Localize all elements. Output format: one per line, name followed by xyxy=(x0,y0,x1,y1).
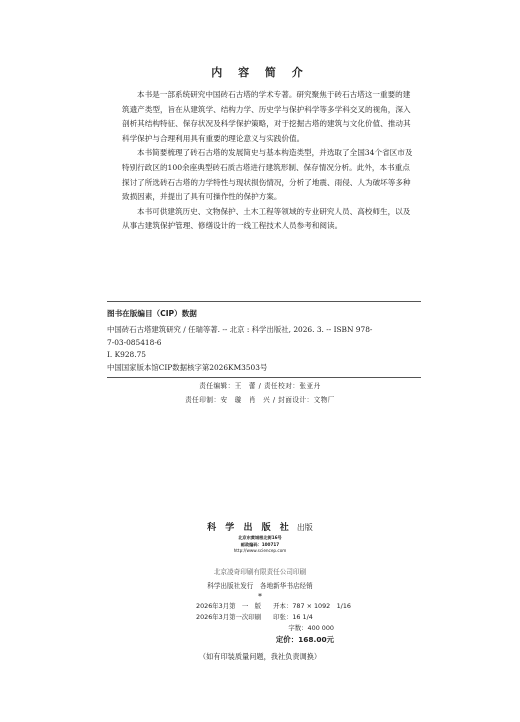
distribution-line: 科学出版社发行 各地新华书店经销 xyxy=(207,582,313,590)
page-heading: 内 容 简 介 xyxy=(211,66,309,79)
summary-paragraph-3 xyxy=(107,205,421,234)
publisher-suffix: 出版 xyxy=(296,523,313,532)
publisher-block xyxy=(0,515,520,553)
production-credits: 责任印制：安 璇 肖 兴 / 封面设计：文物厂 xyxy=(185,396,335,404)
impression-text: 2026年3月第一次印刷 xyxy=(196,613,262,621)
separator-bullet: * xyxy=(258,592,262,601)
cip-data xyxy=(107,324,421,374)
summary-line: 致损因素，并提出了具有可操作性的保护方案。 xyxy=(122,192,282,202)
publisher-url: http://www.sciencep.com xyxy=(233,548,287,553)
summary-line: 科学保护与合理利用具有重要的理论意义与实践价值。 xyxy=(122,133,305,143)
summary-line: 剖析其结构特征、保存状况及科学保护策略，对于挖掘古塔的建筑与文化价值、推动其 xyxy=(122,119,411,129)
edition-row xyxy=(196,601,376,612)
edition-specs xyxy=(196,601,376,645)
publisher-logo: 科 学 出 版 社 xyxy=(207,523,292,533)
word-count: 字数：400 000 xyxy=(288,624,334,632)
price: 定价：168.00元 xyxy=(275,635,334,644)
summary-line: 筑遗产类型，旨在从建筑学、结构力学、历史学与保护科学等多学科交叉的视角，深入 xyxy=(122,104,411,114)
content-summary xyxy=(107,88,421,234)
publisher-postcode: 邮政编码：100717 xyxy=(240,542,280,547)
summary-paragraph-2 xyxy=(107,146,421,204)
summary-line: 本书可供建筑历史、文物保护、土木工程等领域的专业研究人员、高校师生，以及 xyxy=(137,206,411,216)
summary-line: 探讨了所选砖石古塔的力学特性与现状损伤情况，分析了地震、雨侵、人为破坏等多种 xyxy=(122,177,411,187)
quality-note: （如有印装质量问题，我社负责调换） xyxy=(198,652,322,661)
printing-info xyxy=(0,565,520,601)
format-text: 开本：787 × 1092 1/16 xyxy=(273,602,351,610)
editor-credits: 责任编辑：王 蕾 / 责任校对：张亚丹 xyxy=(199,382,321,390)
summary-line: 从事古建筑保护管理、修缮设计的一线工程技术人员参考和阅读。 xyxy=(122,221,343,231)
printer-name: 北京凌奇印刷有限责任公司印刷 xyxy=(213,568,307,576)
summary-line: 特别行政区的100余座典型砖石质古塔进行建筑形制、保存情况分析。此外，本书重点 xyxy=(122,162,410,172)
summary-line: 本书简要梳理了砖石古塔的发展简史与基本构造类型，并选取了全国34个省区市及 xyxy=(137,148,413,158)
summary-line: 本书是一部系统研究中国砖石古塔的学术专著。研究聚焦于砖石古塔这一重要的建 xyxy=(137,90,411,99)
cip-bottom-divider xyxy=(107,377,421,378)
cip-line: Ⅰ. K928.75 xyxy=(107,350,146,360)
impression-row xyxy=(196,612,376,623)
cip-line: 中国砖石古塔建筑研究 / 任瑞等著. -- 北京 : 科学出版社, 2026. 3. -- ISBN 978- xyxy=(107,325,373,334)
publisher-logo-line xyxy=(0,515,520,534)
summary-paragraph-1 xyxy=(107,88,421,146)
cip-title: 图书在版编目（CIP）数据 xyxy=(107,309,197,318)
edition-text: 2026年3月第 一 版 xyxy=(196,602,262,610)
cip-line: 中国国家版本馆CIP数据核字第2026KM3503号 xyxy=(107,362,268,372)
cip-line: 7-03-085418-6 xyxy=(107,337,162,347)
sheets-text: 印张：16 1/4 xyxy=(273,613,313,621)
publisher-address: 北京东黄城根北街16号 xyxy=(238,535,282,540)
cip-top-divider xyxy=(107,301,421,302)
